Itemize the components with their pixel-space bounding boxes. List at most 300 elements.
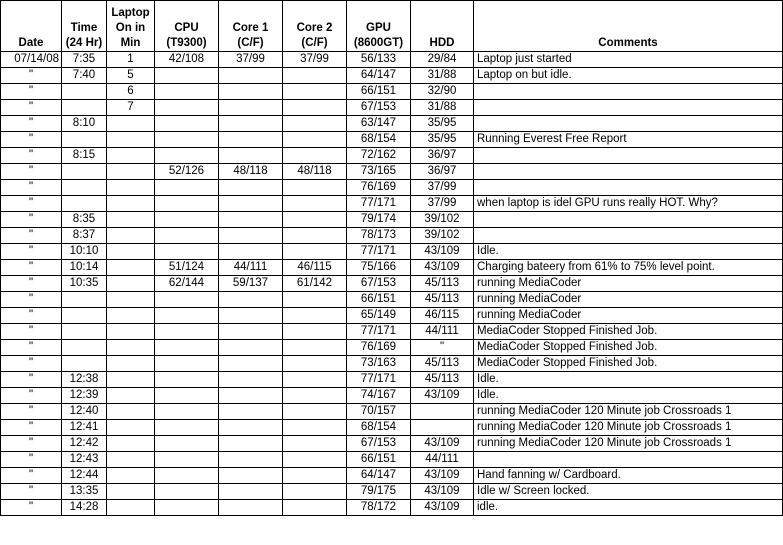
cell-comments (474, 212, 783, 228)
table-row (1, 52, 783, 68)
header-laptop-on-min-line: On in (115, 22, 146, 34)
cell-core2: 48/118 (283, 164, 347, 180)
cell-laptop-on-min (107, 500, 155, 516)
header-gpu-line: GPU (366, 22, 391, 34)
cell-hdd: 35/95 (411, 132, 474, 148)
cell-core2 (283, 356, 347, 372)
cell-core2 (283, 324, 347, 340)
cell-laptop-on-min (107, 148, 155, 164)
header-gpu-line: (8600GT) (353, 37, 404, 49)
cell-date: " (1, 212, 62, 228)
cell-date: " (1, 356, 62, 372)
cell-core2 (283, 484, 347, 500)
cell-laptop-on-min (107, 420, 155, 436)
cell-laptop-on-min (107, 260, 155, 276)
table-row (1, 356, 783, 372)
cell-core1 (219, 100, 283, 116)
header-laptop-on-min (107, 1, 155, 52)
cell-core1 (219, 388, 283, 404)
cell-core2 (283, 244, 347, 260)
cell-cpu (155, 468, 219, 484)
header-time-line: Time (70, 22, 98, 34)
table-row (1, 484, 783, 500)
cell-laptop-on-min (107, 132, 155, 148)
cell-gpu: 77/171 (347, 196, 411, 212)
cell-core2 (283, 180, 347, 196)
cell-comments (474, 180, 783, 196)
cell-gpu: 66/151 (347, 84, 411, 100)
cell-hdd: 45/113 (411, 276, 474, 292)
cell-date: " (1, 484, 62, 500)
cell-comments: Charging bateery from 61% to 75% level point. (474, 260, 783, 276)
table-body (1, 52, 783, 516)
cell-time (62, 84, 107, 100)
cell-core2: 37/99 (283, 52, 347, 68)
header-core2 (283, 1, 347, 52)
cell-date: " (1, 228, 62, 244)
cell-gpu: 75/166 (347, 260, 411, 276)
cell-time (62, 164, 107, 180)
table-row (1, 388, 783, 404)
cell-hdd: 45/113 (411, 372, 474, 388)
cell-gpu: 73/165 (347, 164, 411, 180)
cell-hdd: 39/102 (411, 228, 474, 244)
cell-comments: idle. (474, 500, 783, 516)
cell-time (62, 340, 107, 356)
cell-gpu: 76/169 (347, 340, 411, 356)
cell-comments (474, 84, 783, 100)
header-hdd (411, 1, 474, 52)
header-laptop-on-min-line: Laptop (111, 7, 150, 19)
cell-hdd: 46/115 (411, 308, 474, 324)
cell-core1 (219, 308, 283, 324)
cell-cpu (155, 388, 219, 404)
table-row (1, 372, 783, 388)
cell-gpu: 74/167 (347, 388, 411, 404)
cell-time: 12:43 (62, 452, 107, 468)
cell-hdd: 36/97 (411, 148, 474, 164)
cell-laptop-on-min (107, 404, 155, 420)
cell-comments: MediaCoder Stopped Finished Job. (474, 356, 783, 372)
cell-laptop-on-min (107, 276, 155, 292)
cell-core2 (283, 148, 347, 164)
cell-cpu: 62/144 (155, 276, 219, 292)
cell-time: 12:38 (62, 372, 107, 388)
cell-comments (474, 116, 783, 132)
cell-time: 8:37 (62, 228, 107, 244)
table-row (1, 196, 783, 212)
header-cpu (155, 1, 219, 52)
cell-hdd: " (411, 340, 474, 356)
cell-core2 (283, 340, 347, 356)
table-row (1, 68, 783, 84)
cell-laptop-on-min (107, 116, 155, 132)
cell-date: " (1, 68, 62, 84)
cell-comments: Idle. (474, 244, 783, 260)
cell-core1 (219, 180, 283, 196)
cell-date: " (1, 388, 62, 404)
cell-core1 (219, 452, 283, 468)
cell-date: " (1, 452, 62, 468)
cell-laptop-on-min (107, 212, 155, 228)
cell-comments: MediaCoder Stopped Finished Job. (474, 340, 783, 356)
cell-hdd: 43/109 (411, 436, 474, 452)
cell-core1 (219, 292, 283, 308)
cell-core2 (283, 116, 347, 132)
cell-core2 (283, 468, 347, 484)
cell-time: 12:41 (62, 420, 107, 436)
table-row (1, 468, 783, 484)
cell-laptop-on-min (107, 228, 155, 244)
cell-core2 (283, 132, 347, 148)
cell-gpu: 68/154 (347, 132, 411, 148)
cell-core1 (219, 340, 283, 356)
cell-gpu: 66/151 (347, 292, 411, 308)
cell-cpu (155, 484, 219, 500)
cell-core2 (283, 292, 347, 308)
cell-time (62, 292, 107, 308)
cell-date: " (1, 132, 62, 148)
cell-hdd: 36/97 (411, 164, 474, 180)
cell-date: " (1, 500, 62, 516)
cell-core1 (219, 244, 283, 260)
cell-core1 (219, 228, 283, 244)
cell-time: 14:28 (62, 500, 107, 516)
table-row (1, 292, 783, 308)
cell-date: " (1, 116, 62, 132)
cell-cpu (155, 372, 219, 388)
cell-hdd: 31/88 (411, 100, 474, 116)
cell-core1 (219, 484, 283, 500)
cell-gpu: 77/171 (347, 372, 411, 388)
cell-cpu (155, 500, 219, 516)
cell-date: " (1, 100, 62, 116)
cell-time: 12:40 (62, 404, 107, 420)
cell-comments: MediaCoder Stopped Finished Job. (474, 324, 783, 340)
cell-hdd: 39/102 (411, 212, 474, 228)
cell-date: " (1, 148, 62, 164)
header-core1-line: (C/F) (237, 37, 264, 49)
cell-date: " (1, 276, 62, 292)
cell-core2 (283, 228, 347, 244)
cell-comments: running MediaCoder 120 Minute job Crossroads 1 (474, 436, 783, 452)
cell-time: 12:44 (62, 468, 107, 484)
cell-time (62, 324, 107, 340)
cell-time (62, 132, 107, 148)
cell-comments (474, 164, 783, 180)
cell-gpu: 79/174 (347, 212, 411, 228)
cell-date: " (1, 180, 62, 196)
cell-gpu: 67/153 (347, 436, 411, 452)
cell-date: " (1, 404, 62, 420)
cell-gpu: 73/163 (347, 356, 411, 372)
table-row (1, 164, 783, 180)
table-row (1, 116, 783, 132)
cell-core2: 61/142 (283, 276, 347, 292)
cell-core1 (219, 420, 283, 436)
cell-core2 (283, 308, 347, 324)
table-row (1, 244, 783, 260)
cell-comments (474, 228, 783, 244)
table-row (1, 148, 783, 164)
header-date-line: Date (18, 37, 44, 49)
header-cpu-line: CPU (174, 22, 199, 34)
table-row (1, 452, 783, 468)
cell-laptop-on-min (107, 196, 155, 212)
table-row (1, 212, 783, 228)
header-comments-line: Comments (598, 37, 658, 49)
cell-date: " (1, 260, 62, 276)
header-date (1, 1, 62, 52)
cell-time: 8:15 (62, 148, 107, 164)
cell-time (62, 180, 107, 196)
cell-cpu (155, 340, 219, 356)
header-core1 (219, 1, 283, 52)
header-laptop-on-min-line: Min (120, 37, 141, 49)
cell-time: 12:42 (62, 436, 107, 452)
cell-laptop-on-min (107, 324, 155, 340)
table-row (1, 180, 783, 196)
cell-laptop-on-min: 5 (107, 68, 155, 84)
cell-core1 (219, 372, 283, 388)
cell-core2 (283, 84, 347, 100)
table-row (1, 420, 783, 436)
cell-laptop-on-min (107, 372, 155, 388)
table-row (1, 436, 783, 452)
cell-time: 12:39 (62, 388, 107, 404)
cell-gpu: 77/171 (347, 324, 411, 340)
cell-core1 (219, 500, 283, 516)
cell-hdd: 37/99 (411, 180, 474, 196)
cell-date: " (1, 324, 62, 340)
cell-laptop-on-min (107, 452, 155, 468)
cell-comments: Running Everest Free Report (474, 132, 783, 148)
table-row (1, 404, 783, 420)
cell-date: " (1, 308, 62, 324)
cell-hdd: 37/99 (411, 196, 474, 212)
cell-hdd: 44/111 (411, 452, 474, 468)
cell-core2 (283, 388, 347, 404)
header-time-line: (24 Hr) (65, 37, 103, 49)
cell-comments: Idle. (474, 388, 783, 404)
cell-comments: Idle. (474, 372, 783, 388)
header-hdd-line: HDD (429, 37, 455, 49)
cell-hdd: 35/95 (411, 116, 474, 132)
cell-core2 (283, 404, 347, 420)
cell-date: " (1, 196, 62, 212)
table-row (1, 324, 783, 340)
cell-cpu (155, 244, 219, 260)
cell-date: 07/14/08 (1, 52, 62, 68)
cell-date: " (1, 292, 62, 308)
cell-laptop-on-min: 1 (107, 52, 155, 68)
cell-core2 (283, 452, 347, 468)
cell-cpu: 52/126 (155, 164, 219, 180)
cell-gpu: 67/153 (347, 276, 411, 292)
cell-gpu: 78/172 (347, 500, 411, 516)
cell-core1 (219, 148, 283, 164)
cell-comments: running MediaCoder (474, 308, 783, 324)
cell-core1: 59/137 (219, 276, 283, 292)
cell-hdd: 43/109 (411, 260, 474, 276)
cell-time: 10:14 (62, 260, 107, 276)
cell-core2 (283, 196, 347, 212)
cell-comments: Idle w/ Screen locked. (474, 484, 783, 500)
cell-core1: 44/111 (219, 260, 283, 276)
cell-comments: running MediaCoder 120 Minute job Crossroads 1 (474, 404, 783, 420)
cell-gpu: 76/169 (347, 180, 411, 196)
cell-comments: Hand fanning w/ Cardboard. (474, 468, 783, 484)
cell-cpu: 42/108 (155, 52, 219, 68)
cell-laptop-on-min (107, 244, 155, 260)
cell-core1 (219, 404, 283, 420)
table-row (1, 84, 783, 100)
cell-hdd: 43/109 (411, 388, 474, 404)
cell-comments: Laptop on but idle. (474, 68, 783, 84)
table-row (1, 500, 783, 516)
cell-laptop-on-min (107, 180, 155, 196)
cell-time: 8:10 (62, 116, 107, 132)
cell-cpu (155, 100, 219, 116)
cell-core2: 46/115 (283, 260, 347, 276)
cell-hdd: 45/113 (411, 356, 474, 372)
cell-hdd: 43/109 (411, 468, 474, 484)
cell-core1 (219, 116, 283, 132)
table-row (1, 132, 783, 148)
cell-hdd (411, 404, 474, 420)
cell-core1: 48/118 (219, 164, 283, 180)
cell-core1 (219, 212, 283, 228)
cell-core2 (283, 372, 347, 388)
cell-core1 (219, 356, 283, 372)
header-comments (474, 1, 783, 52)
cell-core1 (219, 132, 283, 148)
cell-core2 (283, 420, 347, 436)
cell-laptop-on-min (107, 164, 155, 180)
cell-core1 (219, 84, 283, 100)
cell-gpu: 72/162 (347, 148, 411, 164)
header-core2-line: Core 2 (296, 22, 333, 34)
cell-core1 (219, 436, 283, 452)
cell-comments (474, 148, 783, 164)
cell-hdd: 43/109 (411, 500, 474, 516)
cell-laptop-on-min: 7 (107, 100, 155, 116)
cell-hdd: 45/113 (411, 292, 474, 308)
cell-time: 7:35 (62, 52, 107, 68)
cell-laptop-on-min (107, 356, 155, 372)
cell-cpu (155, 196, 219, 212)
cell-core1 (219, 196, 283, 212)
cell-comments (474, 452, 783, 468)
cell-core2 (283, 100, 347, 116)
cell-hdd: 43/109 (411, 484, 474, 500)
cell-gpu: 63/147 (347, 116, 411, 132)
cell-time: 10:35 (62, 276, 107, 292)
cell-cpu (155, 324, 219, 340)
cell-core1: 37/99 (219, 52, 283, 68)
cell-comments: running MediaCoder (474, 276, 783, 292)
cell-comments (474, 100, 783, 116)
cell-gpu: 66/151 (347, 452, 411, 468)
cell-hdd: 29/84 (411, 52, 474, 68)
cell-gpu: 65/149 (347, 308, 411, 324)
cell-cpu (155, 68, 219, 84)
cell-laptop-on-min (107, 484, 155, 500)
cell-core2 (283, 212, 347, 228)
cell-hdd: 44/111 (411, 324, 474, 340)
table-row (1, 340, 783, 356)
cell-hdd: 43/109 (411, 244, 474, 260)
cell-cpu (155, 452, 219, 468)
cell-gpu: 67/153 (347, 100, 411, 116)
cell-date: " (1, 372, 62, 388)
cell-date: " (1, 420, 62, 436)
header-time (62, 1, 107, 52)
cell-cpu (155, 420, 219, 436)
cell-gpu: 68/154 (347, 420, 411, 436)
table-row (1, 260, 783, 276)
cell-laptop-on-min (107, 308, 155, 324)
cell-hdd: 32/90 (411, 84, 474, 100)
cell-gpu: 64/147 (347, 68, 411, 84)
cell-date: " (1, 84, 62, 100)
cell-comments: Laptop just started (474, 52, 783, 68)
cell-hdd: 31/88 (411, 68, 474, 84)
cell-cpu: 51/124 (155, 260, 219, 276)
cell-laptop-on-min (107, 468, 155, 484)
cell-laptop-on-min (107, 340, 155, 356)
header-core1-line: Core 1 (232, 22, 269, 34)
header-cpu-line: (T9300) (166, 37, 207, 49)
cell-gpu: 77/171 (347, 244, 411, 260)
cell-cpu (155, 180, 219, 196)
cell-core1 (219, 68, 283, 84)
cell-laptop-on-min (107, 436, 155, 452)
cell-gpu: 64/147 (347, 468, 411, 484)
cell-cpu (155, 308, 219, 324)
cell-cpu (155, 404, 219, 420)
cell-date: " (1, 340, 62, 356)
cell-cpu (155, 116, 219, 132)
cell-laptop-on-min (107, 388, 155, 404)
cell-time (62, 308, 107, 324)
cell-core2 (283, 500, 347, 516)
cell-gpu: 78/173 (347, 228, 411, 244)
cell-time: 8:35 (62, 212, 107, 228)
cell-cpu (155, 148, 219, 164)
cell-gpu: 70/157 (347, 404, 411, 420)
table-row (1, 228, 783, 244)
cell-core1 (219, 468, 283, 484)
cell-laptop-on-min (107, 292, 155, 308)
cell-time: 13:35 (62, 484, 107, 500)
cell-comments: running MediaCoder 120 Minute job Crossroads 1 (474, 420, 783, 436)
cell-date: " (1, 164, 62, 180)
cell-time: 7:40 (62, 68, 107, 84)
table-row (1, 100, 783, 116)
cell-cpu (155, 292, 219, 308)
cell-time (62, 356, 107, 372)
cell-cpu (155, 132, 219, 148)
cell-time (62, 196, 107, 212)
cell-laptop-on-min: 6 (107, 84, 155, 100)
cell-comments: running MediaCoder (474, 292, 783, 308)
cell-date: " (1, 468, 62, 484)
cell-time: 10:10 (62, 244, 107, 260)
cell-gpu: 56/133 (347, 52, 411, 68)
cell-hdd (411, 420, 474, 436)
cell-gpu: 79/175 (347, 484, 411, 500)
